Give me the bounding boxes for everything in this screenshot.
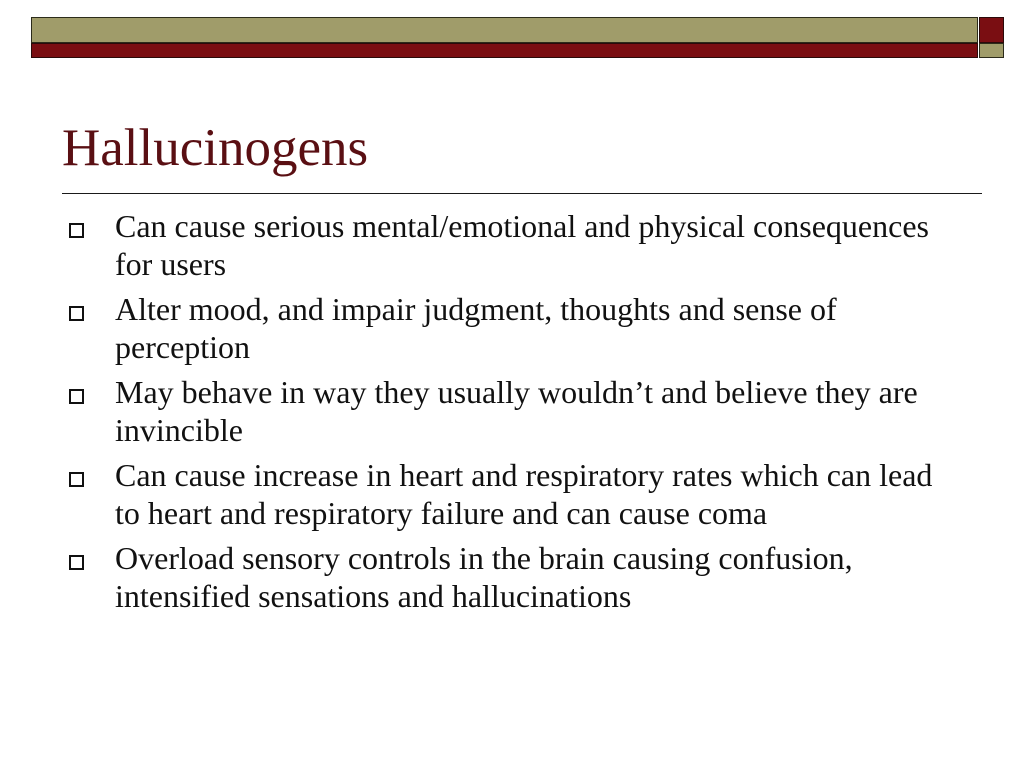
bullet-item (60, 539, 960, 615)
hollow-square-icon (69, 555, 84, 570)
hollow-square-icon (69, 223, 84, 238)
hollow-square-icon (69, 306, 84, 321)
bullet-text: Can cause serious mental/emotional and physical consequences for users (115, 208, 929, 282)
hollow-square-icon (69, 389, 84, 404)
bullet-item (60, 456, 960, 532)
bullet-text: Alter mood, and impair judgment, thoughts and sense of perception (115, 291, 837, 365)
bullet-item (60, 207, 960, 283)
corner-square-maroon (979, 17, 1004, 43)
bullet-item (60, 290, 960, 366)
corner-square-olive (979, 43, 1004, 58)
bullet-list (60, 207, 960, 622)
hollow-square-icon (69, 472, 84, 487)
header-band-olive (31, 17, 978, 43)
bullet-item (60, 373, 960, 449)
slide-title: Hallucinogens (62, 119, 369, 177)
bullet-text: Overload sensory controls in the brain causing confusion, intensified sensations and hallucinations (115, 540, 853, 614)
bullet-text: May behave in way they usually wouldn’t and believe they are invincible (115, 374, 918, 448)
bullet-text: Can cause increase in heart and respiratory rates which can lead to heart and respiratory failure and can cause coma (115, 457, 933, 531)
title-divider (62, 193, 982, 194)
header-band-maroon (31, 43, 978, 58)
